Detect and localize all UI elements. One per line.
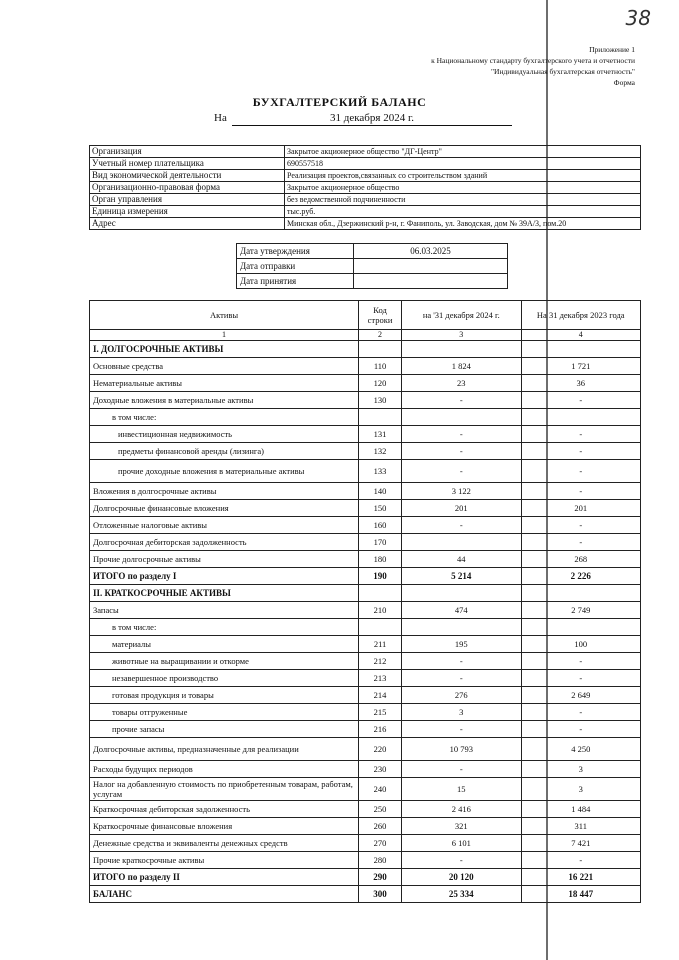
line-code xyxy=(359,341,402,358)
org-info-row xyxy=(90,158,641,170)
value-current: 10 793 xyxy=(402,738,521,761)
value-current: - xyxy=(402,761,521,778)
line-code: 220 xyxy=(359,738,402,761)
value-current: 195 xyxy=(402,636,521,653)
page-number: 38 xyxy=(625,6,651,30)
org-info-row xyxy=(90,206,641,218)
line-code: 212 xyxy=(359,653,402,670)
balance-row xyxy=(90,426,641,443)
value-current: 474 xyxy=(402,602,521,619)
value-previous xyxy=(521,619,641,636)
value-previous: 268 xyxy=(521,551,641,568)
line-item-name: Краткосрочные финансовые вложения xyxy=(90,818,359,835)
balance-row xyxy=(90,801,641,818)
balance-row xyxy=(90,443,641,460)
value-previous: 1 721 xyxy=(521,358,641,375)
value-previous: - xyxy=(521,721,641,738)
value-current: - xyxy=(402,426,521,443)
appendix-line-4: Форма xyxy=(613,78,635,87)
value-current xyxy=(402,534,521,551)
value-previous: 18 447 xyxy=(521,886,641,903)
org-info-value: Минская обл., Дзержинский р-н, г. Фаниполь, ул. Заводская, дом № 39А/3, пом.20 xyxy=(285,218,641,230)
line-code xyxy=(359,619,402,636)
line-item-name: Запасы xyxy=(90,602,359,619)
org-info-label: Единица измерения xyxy=(90,206,285,218)
header-assets: Активы xyxy=(90,301,359,330)
document-title: БУХГАЛТЕРСКИЙ БАЛАНС xyxy=(252,95,427,109)
balance-row xyxy=(90,704,641,721)
line-item-name: готовая продукция и товары xyxy=(90,687,359,704)
line-item-name: Прочие долгосрочные активы xyxy=(90,551,359,568)
col-num-2: 2 xyxy=(359,330,402,341)
line-code: 270 xyxy=(359,835,402,852)
org-info-label: Орган управления xyxy=(90,194,285,206)
org-info-row xyxy=(90,170,641,182)
value-previous xyxy=(521,585,641,602)
line-code: 160 xyxy=(359,517,402,534)
value-current: 6 101 xyxy=(402,835,521,852)
line-item-name: Долгосрочные финансовые вложения xyxy=(90,500,359,517)
period-date: 31 декабря 2024 г. xyxy=(232,112,512,126)
value-previous: - xyxy=(521,443,641,460)
line-code: 230 xyxy=(359,761,402,778)
org-info-value: Закрытое акционерное общество xyxy=(285,182,641,194)
value-previous: 3 xyxy=(521,778,641,801)
balance-row xyxy=(90,585,641,602)
line-item-name: ИТОГО по разделу II xyxy=(90,869,359,886)
header-current: на '31 декабря 2024 г. xyxy=(402,301,521,330)
org-info-value: без ведомственной подчиненности xyxy=(285,194,641,206)
line-code: 214 xyxy=(359,687,402,704)
balance-row xyxy=(90,869,641,886)
line-code: 213 xyxy=(359,670,402,687)
org-info-label: Организация xyxy=(90,146,285,158)
value-previous: 1 484 xyxy=(521,801,641,818)
value-previous: 3 xyxy=(521,761,641,778)
appendix-header xyxy=(431,44,635,88)
value-previous: 4 250 xyxy=(521,738,641,761)
balance-row xyxy=(90,409,641,426)
line-item-name: материалы xyxy=(90,636,359,653)
value-previous: 2 226 xyxy=(521,568,641,585)
value-previous: 2 649 xyxy=(521,687,641,704)
line-item-name: Отложенные налоговые активы xyxy=(90,517,359,534)
line-code: 180 xyxy=(359,551,402,568)
line-code xyxy=(359,585,402,602)
line-item-name: Нематериальные активы xyxy=(90,375,359,392)
line-code xyxy=(359,409,402,426)
balance-row xyxy=(90,500,641,517)
value-current: 25 334 xyxy=(402,886,521,903)
line-code: 300 xyxy=(359,886,402,903)
line-item-name: в том числе: xyxy=(90,619,359,636)
balance-row xyxy=(90,653,641,670)
date-row xyxy=(237,274,508,289)
header-code: Код строки xyxy=(359,301,402,330)
value-previous: - xyxy=(521,852,641,869)
line-item-name: инвестиционная недвижимость xyxy=(90,426,359,443)
line-code: 240 xyxy=(359,778,402,801)
value-previous: 7 421 xyxy=(521,835,641,852)
line-code: 120 xyxy=(359,375,402,392)
appendix-line-3: "Индивидуальная бухгалтерская отчетность" xyxy=(490,67,635,76)
line-code: 170 xyxy=(359,534,402,551)
period-prefix: На xyxy=(214,112,227,124)
value-previous: 201 xyxy=(521,500,641,517)
line-item-name: Расходы будущих периодов xyxy=(90,761,359,778)
balance-row xyxy=(90,392,641,409)
date-row xyxy=(237,244,508,259)
line-item-name: Денежные средства и эквиваленты денежных средств xyxy=(90,835,359,852)
date-row xyxy=(237,259,508,274)
line-item-name: БАЛАНС xyxy=(90,886,359,903)
line-item-name: прочие доходные вложения в материальные активы xyxy=(90,460,359,483)
value-current: 276 xyxy=(402,687,521,704)
balance-row xyxy=(90,835,641,852)
line-item-name: Долгосрочные активы, предназначенные для реализации xyxy=(90,738,359,761)
value-current: 44 xyxy=(402,551,521,568)
value-previous: - xyxy=(521,670,641,687)
line-item-name: Вложения в долгосрочные активы xyxy=(90,483,359,500)
value-current: - xyxy=(402,721,521,738)
line-code: 140 xyxy=(359,483,402,500)
column-number-row xyxy=(90,330,641,341)
value-previous: - xyxy=(521,517,641,534)
line-item-name: Прочие краткосрочные активы xyxy=(90,852,359,869)
value-current: - xyxy=(402,670,521,687)
value-current: - xyxy=(402,392,521,409)
balance-row xyxy=(90,375,641,392)
line-item-name: животные на выращивании и откорме xyxy=(90,653,359,670)
value-previous: - xyxy=(521,460,641,483)
organization-info-table xyxy=(89,145,641,230)
value-current xyxy=(402,409,521,426)
balance-row xyxy=(90,568,641,585)
header-previous: На 31 декабря 2023 года xyxy=(521,301,641,330)
org-info-value: 690557518 xyxy=(285,158,641,170)
value-current: 321 xyxy=(402,818,521,835)
balance-row xyxy=(90,602,641,619)
date-value xyxy=(354,274,508,289)
value-previous: 311 xyxy=(521,818,641,835)
value-previous xyxy=(521,341,641,358)
value-previous xyxy=(521,409,641,426)
balance-row xyxy=(90,551,641,568)
org-info-label: Учетный номер плательщика xyxy=(90,158,285,170)
dates-table xyxy=(236,243,508,289)
value-current: - xyxy=(402,443,521,460)
org-info-row xyxy=(90,218,641,230)
line-item-name: Долгосрочная дебиторская задолженность xyxy=(90,534,359,551)
date-value xyxy=(354,259,508,274)
line-code: 131 xyxy=(359,426,402,443)
balance-row xyxy=(90,460,641,483)
value-current: 5 214 xyxy=(402,568,521,585)
line-code: 110 xyxy=(359,358,402,375)
org-info-row xyxy=(90,146,641,158)
value-previous: - xyxy=(521,426,641,443)
line-item-name: I. ДОЛГОСРОЧНЫЕ АКТИВЫ xyxy=(90,341,359,358)
value-previous: 36 xyxy=(521,375,641,392)
org-info-row xyxy=(90,194,641,206)
value-previous: - xyxy=(521,483,641,500)
col-num-3: 3 xyxy=(402,330,521,341)
value-previous: - xyxy=(521,392,641,409)
balance-row xyxy=(90,886,641,903)
line-item-name: в том числе: xyxy=(90,409,359,426)
balance-row xyxy=(90,341,641,358)
balance-row xyxy=(90,670,641,687)
balance-header-row xyxy=(90,301,641,330)
value-current: - xyxy=(402,852,521,869)
balance-table xyxy=(89,300,641,903)
value-previous: 2 749 xyxy=(521,602,641,619)
value-current: 2 416 xyxy=(402,801,521,818)
line-code: 215 xyxy=(359,704,402,721)
org-info-label: Адрес xyxy=(90,218,285,230)
line-item-name: Доходные вложения в материальные активы xyxy=(90,392,359,409)
date-value: 06.03.2025 xyxy=(354,244,508,259)
line-item-name: прочие запасы xyxy=(90,721,359,738)
line-code: 280 xyxy=(359,852,402,869)
value-previous: 100 xyxy=(521,636,641,653)
line-code: 260 xyxy=(359,818,402,835)
date-label: Дата принятия xyxy=(237,274,354,289)
balance-row xyxy=(90,687,641,704)
balance-row xyxy=(90,619,641,636)
value-current: - xyxy=(402,460,521,483)
org-info-label: Вид экономической деятельности xyxy=(90,170,285,182)
line-code: 211 xyxy=(359,636,402,653)
value-previous: 16 221 xyxy=(521,869,641,886)
value-current: 3 122 xyxy=(402,483,521,500)
value-previous: - xyxy=(521,704,641,721)
value-current xyxy=(402,619,521,636)
line-code: 290 xyxy=(359,869,402,886)
value-current: 201 xyxy=(402,500,521,517)
line-code: 216 xyxy=(359,721,402,738)
col-num-4: 4 xyxy=(521,330,641,341)
balance-row xyxy=(90,778,641,801)
balance-row xyxy=(90,738,641,761)
appendix-line-2: к Национальному стандарту бухгалтерского учета и отчетности xyxy=(431,56,635,65)
line-item-name: незавершенное производство xyxy=(90,670,359,687)
value-current: 3 xyxy=(402,704,521,721)
balance-row xyxy=(90,721,641,738)
balance-row xyxy=(90,852,641,869)
line-code: 250 xyxy=(359,801,402,818)
line-item-name: Основные средства xyxy=(90,358,359,375)
appendix-line-1: Приложение 1 xyxy=(589,45,635,54)
value-current: - xyxy=(402,517,521,534)
balance-row xyxy=(90,517,641,534)
line-code: 132 xyxy=(359,443,402,460)
line-code: 133 xyxy=(359,460,402,483)
value-previous: - xyxy=(521,534,641,551)
balance-row xyxy=(90,818,641,835)
value-current: 23 xyxy=(402,375,521,392)
col-num-1: 1 xyxy=(90,330,359,341)
value-previous: - xyxy=(521,653,641,670)
line-code: 210 xyxy=(359,602,402,619)
date-label: Дата утверждения xyxy=(237,244,354,259)
line-code: 150 xyxy=(359,500,402,517)
org-info-value: тыс.руб. xyxy=(285,206,641,218)
value-current: 20 120 xyxy=(402,869,521,886)
line-item-name: II. КРАТКОСРОЧНЫЕ АКТИВЫ xyxy=(90,585,359,602)
org-info-value: Закрытое акционерное общество "ДГ-Центр" xyxy=(285,146,641,158)
line-item-name: Налог на добавленную стоимость по приобретенным товарам, работам, услугам xyxy=(90,778,359,801)
balance-row xyxy=(90,534,641,551)
line-item-name: предметы финансовой аренды (лизинга) xyxy=(90,443,359,460)
line-code: 190 xyxy=(359,568,402,585)
balance-row xyxy=(90,483,641,500)
date-label: Дата отправки xyxy=(237,259,354,274)
org-info-value: Реализация проектов,связанных со строительством зданий xyxy=(285,170,641,182)
value-current: 1 824 xyxy=(402,358,521,375)
value-current: - xyxy=(402,653,521,670)
line-item-name: товары отгруженные xyxy=(90,704,359,721)
balance-row xyxy=(90,761,641,778)
org-info-row xyxy=(90,182,641,194)
line-item-name: ИТОГО по разделу I xyxy=(90,568,359,585)
balance-row xyxy=(90,358,641,375)
line-code: 130 xyxy=(359,392,402,409)
value-current: 15 xyxy=(402,778,521,801)
balance-row xyxy=(90,636,641,653)
org-info-label: Организационно-правовая форма xyxy=(90,182,285,194)
value-current xyxy=(402,585,521,602)
value-current xyxy=(402,341,521,358)
line-item-name: Краткосрочная дебиторская задолженность xyxy=(90,801,359,818)
